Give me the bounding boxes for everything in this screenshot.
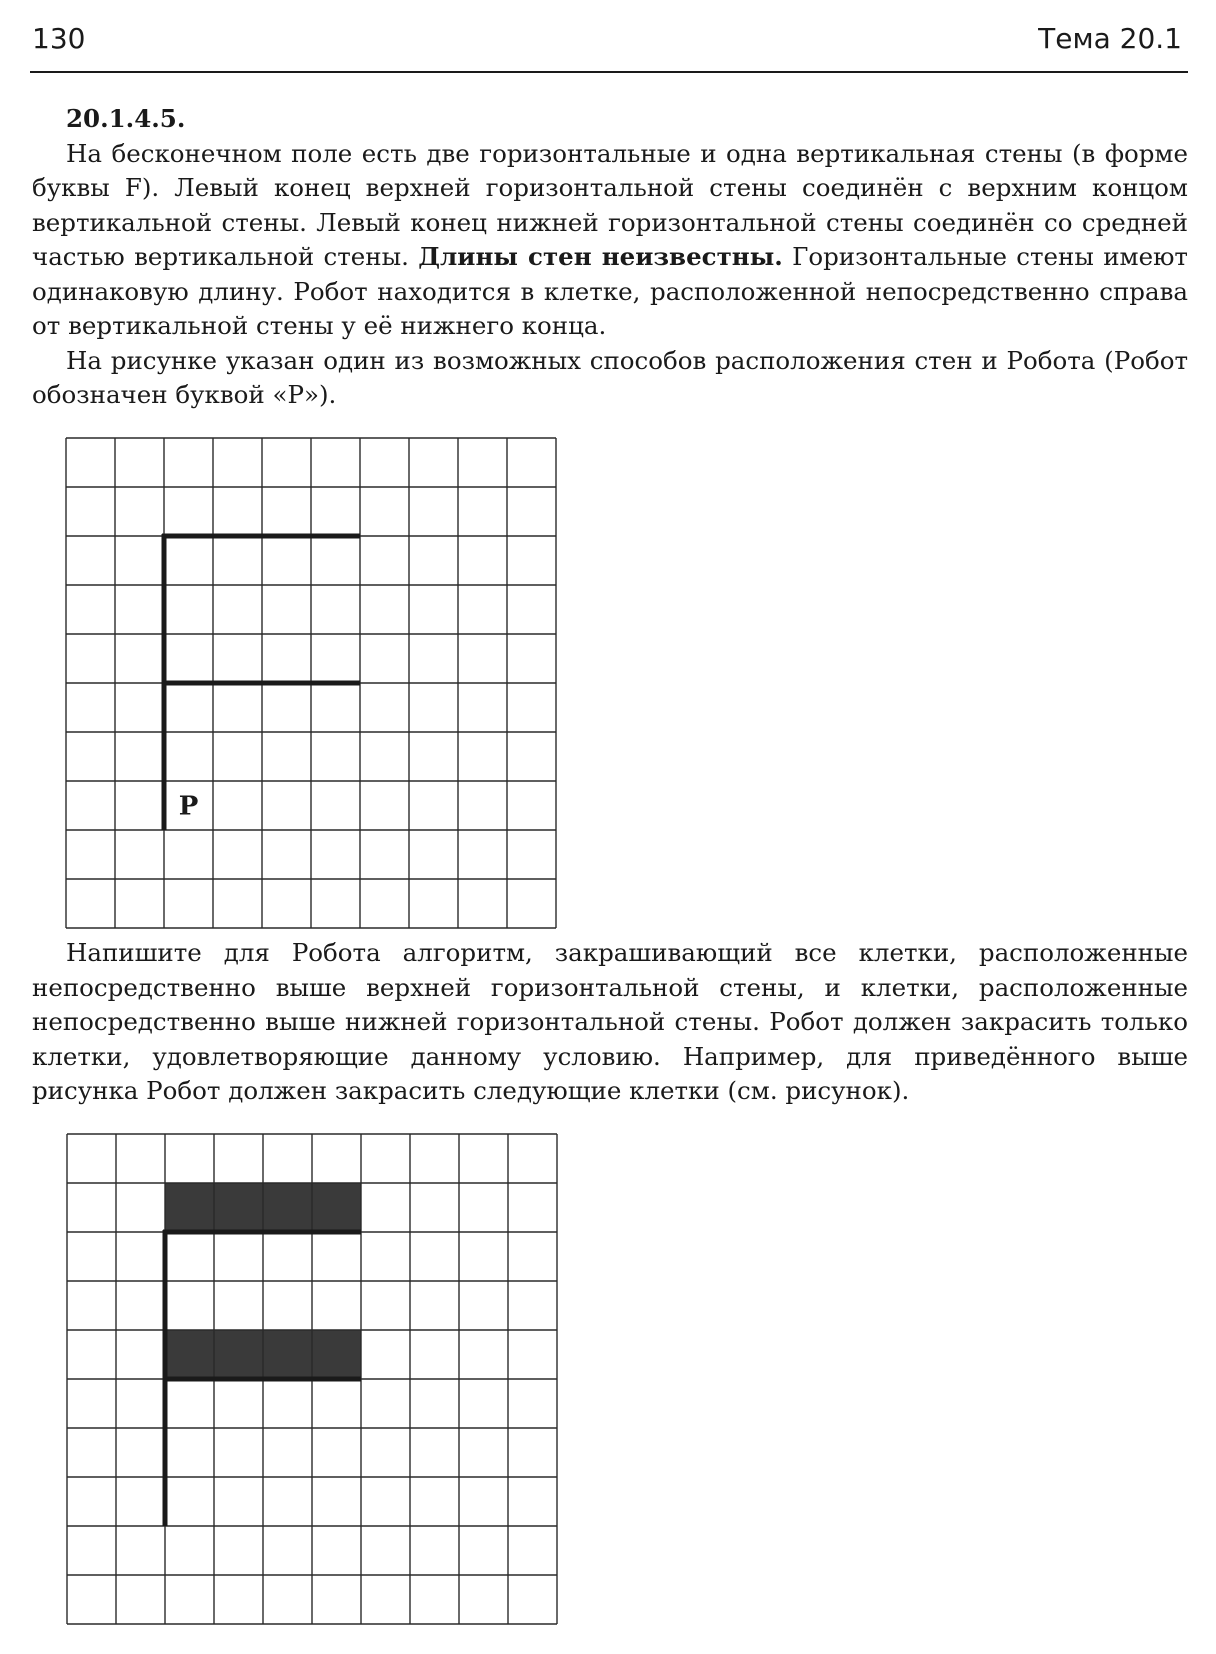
task-paragraph-1-b: Горизонтальные стены имеют одинаковую длину. Робот находится в клетке, расположенной непосредственно справа от вертикальной стены у её нижнего конца. bbox=[32, 242, 1188, 340]
figure-1-robot-label: Р bbox=[178, 791, 199, 822]
task-emphasis: Длины стен неизвестны. bbox=[418, 242, 783, 271]
figure-2-filled-cell bbox=[312, 1330, 361, 1379]
task-paragraph-2: На рисунке указан один из возможных способов расположения стен и Робота (Робот обозначен буквой «Р»). bbox=[32, 345, 1188, 409]
page-number: 130 bbox=[32, 22, 86, 55]
topic-label: Тема 20.1 bbox=[1038, 22, 1182, 55]
figure-2-filled-cell bbox=[263, 1330, 312, 1379]
task-id: 20.1.4.5. bbox=[66, 104, 186, 133]
figure-2-filled-cell bbox=[214, 1330, 263, 1379]
figure-2-filled-cell bbox=[165, 1183, 214, 1232]
figure-2-filled-cell bbox=[312, 1183, 361, 1232]
task-paragraph-1-a: На бесконечном поле есть две горизонтальные и одна вертикальная стены (в форме буквы F). Левый конец верхней горизонтальной стены соединён с верхним концом вертикальной стены. Левый конец нижней горизонтальной стены соединён со средней частью вертикальной стены. bbox=[32, 138, 1188, 271]
figure-2-filled-cell bbox=[263, 1183, 312, 1232]
figure-2-filled-cell bbox=[214, 1183, 263, 1232]
figure-2-filled-cell bbox=[165, 1330, 214, 1379]
task-paragraph-3: Напишите для Робота алгоритм, закрашивающий все клетки, расположенные непосредственно выше верхней горизонтальной стены, и клетки, расположенные непосредственно выше нижней горизонтальной стены. Робот должен закрасить только клетки, удовлетворяющие данному условию. Например, для приведённого выше рисунка Робот должен закрасить следующие клетки (см. рисунок). bbox=[32, 938, 1188, 1105]
